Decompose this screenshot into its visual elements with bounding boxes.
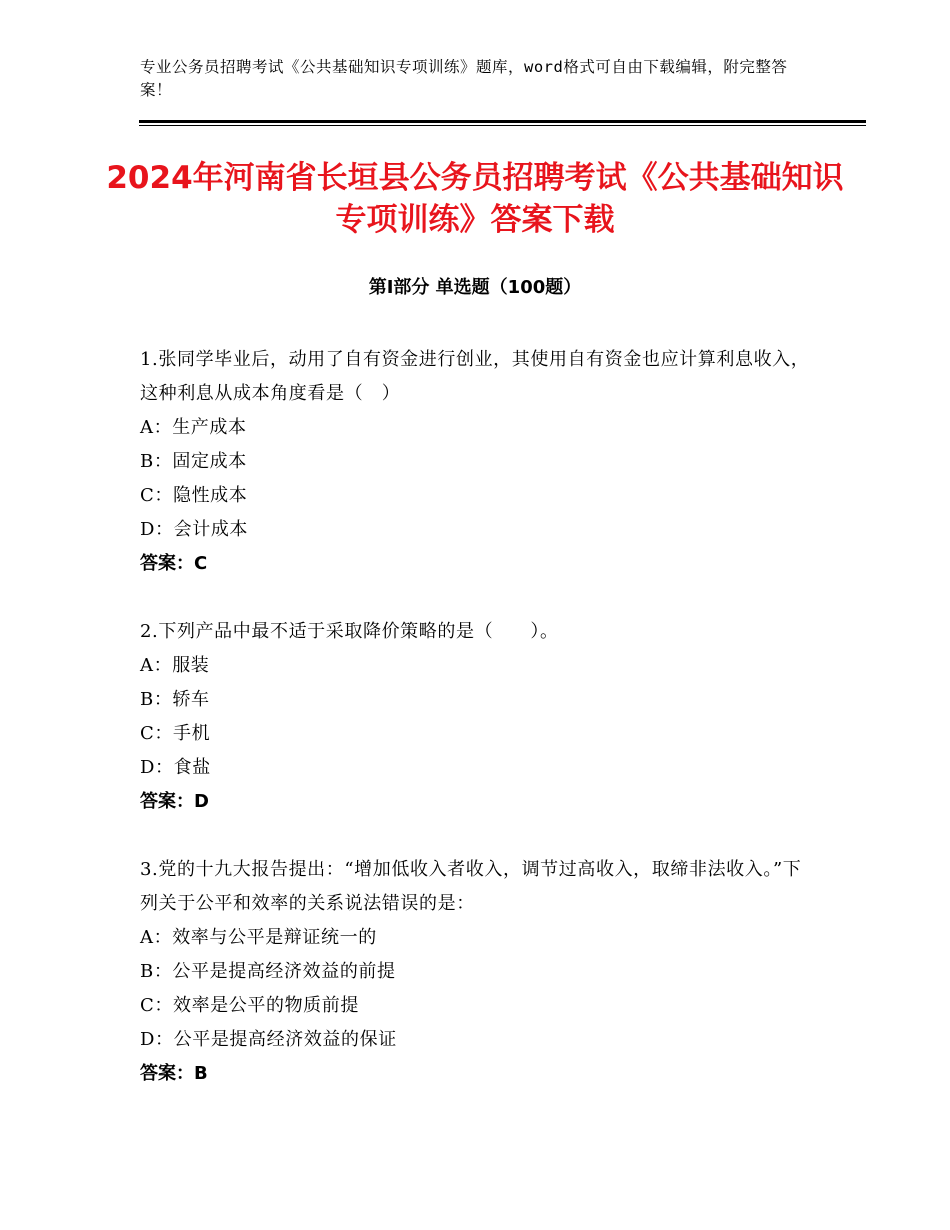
question-stem: 3.党的十九大报告提出：“增加低收入者收入，调节过高收入，取缔非法收入。”下列关于公平和效率的关系说法错误的是： [140, 859, 802, 914]
option-b: B：公平是提高经济效益的前提 [140, 961, 396, 982]
document-title: 2024年河南省长垣县公务员招聘考试《公共基础知识专项训练》答案下载 [106, 160, 844, 238]
header-divider-thin [139, 125, 866, 126]
question-3 [140, 853, 810, 1091]
question-stem: 1.张同学毕业后，动用了自有资金进行创业，其使用自有资金也应计算利息收入，这种利息从成本角度看是（ ） [140, 349, 810, 404]
option-b: B：固定成本 [140, 451, 247, 472]
answer: 答案：C [140, 553, 208, 574]
answer: 答案：B [140, 1063, 208, 1084]
question-1 [140, 343, 810, 581]
option-c: C：效率是公平的物质前提 [140, 995, 359, 1016]
option-b: B：轿车 [140, 689, 210, 710]
question-list [140, 343, 810, 1125]
option-a: A：效率与公平是辩证统一的 [140, 927, 377, 948]
option-a: A：服装 [140, 655, 210, 676]
answer: 答案：D [140, 791, 209, 812]
option-d: D：会计成本 [140, 519, 249, 540]
section-title: 第Ⅰ部分 单选题（100题） [368, 277, 582, 298]
option-d: D：食盐 [140, 757, 211, 778]
header-divider-thick [139, 120, 866, 123]
question-2 [140, 615, 810, 819]
option-a: A：生产成本 [140, 417, 247, 438]
option-d: D：公平是提高经济效益的保证 [140, 1029, 397, 1050]
option-c: C：手机 [140, 723, 211, 744]
question-stem: 2.下列产品中最不适于采取降价策略的是（ ）。 [140, 621, 559, 642]
option-c: C：隐性成本 [140, 485, 248, 506]
header-note: 专业公务员招聘考试《公共基础知识专项训练》题库，word格式可自由下载编辑，附完整答案！ [140, 58, 788, 99]
